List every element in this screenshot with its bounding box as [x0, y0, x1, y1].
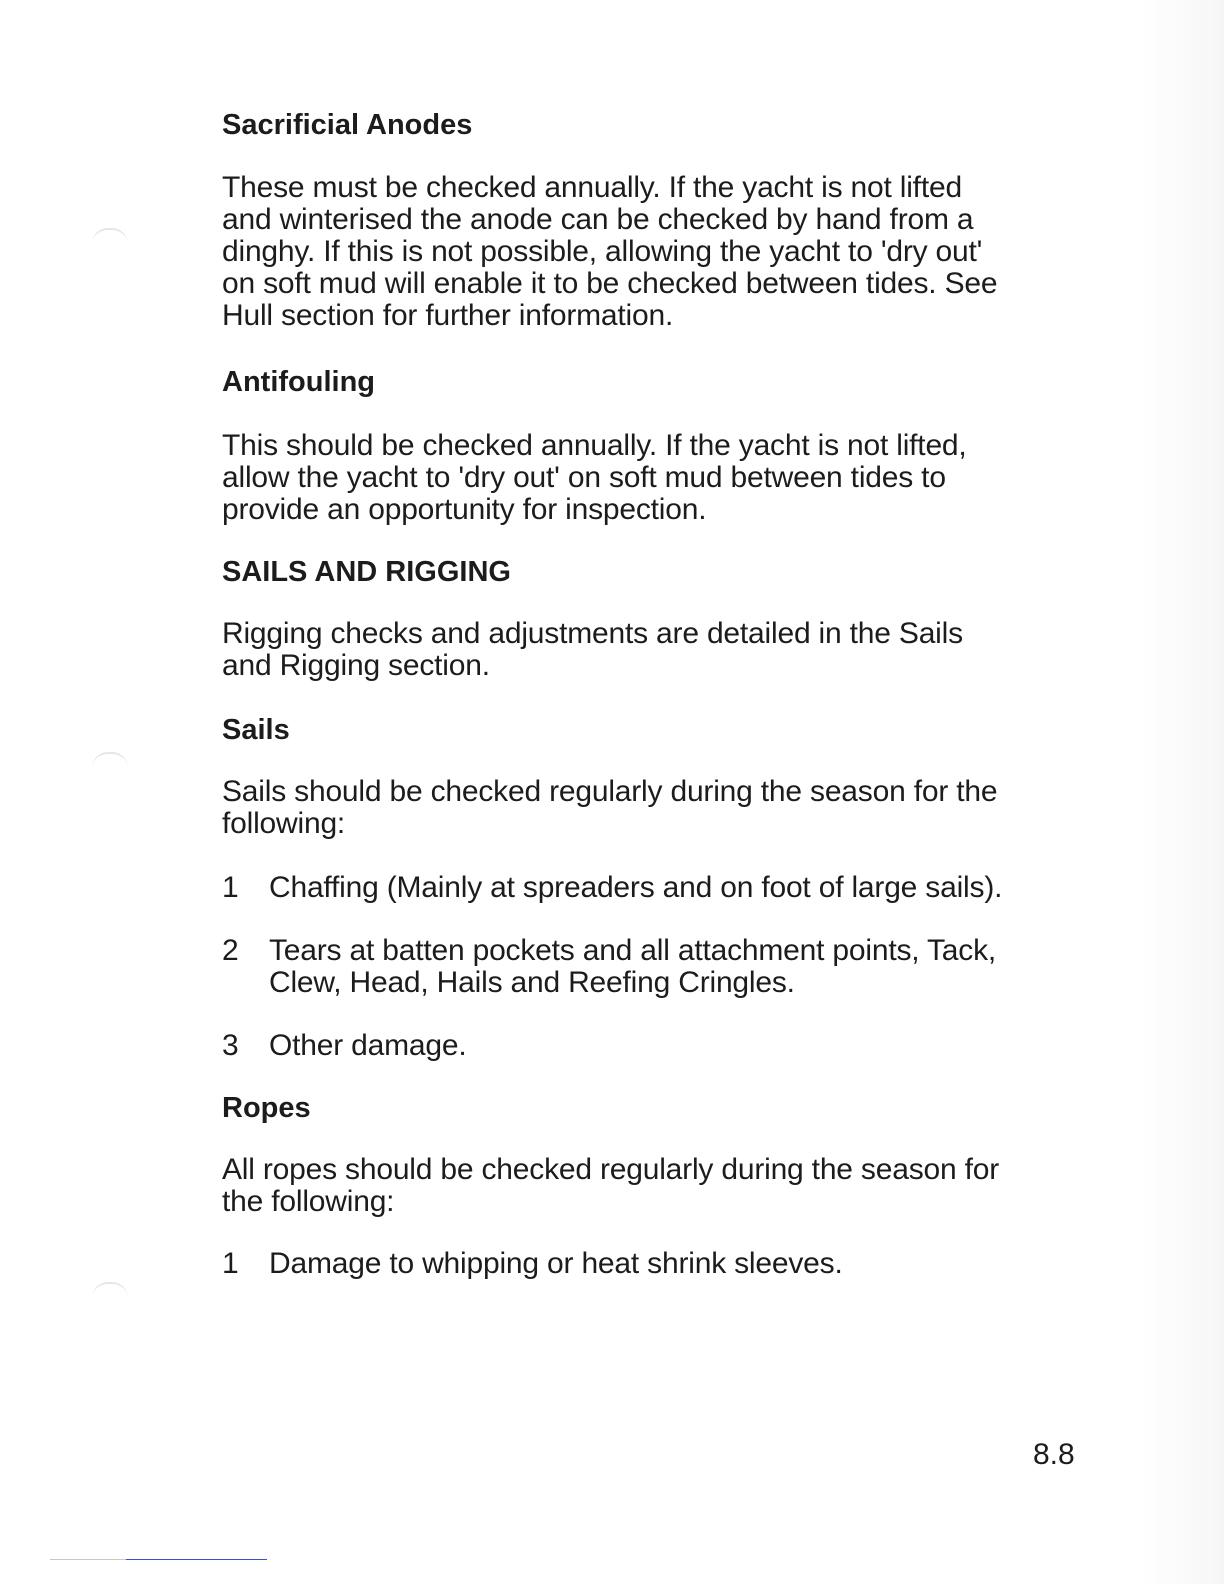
list-item-text [269, 1248, 843, 1280]
paragraph-antifouling [222, 430, 1082, 526]
paragraph-sails [222, 776, 1082, 840]
text-line: on soft mud will enable it to be checked between tides. See [222, 267, 998, 300]
text-line: Tears at batten pockets and all attachment points, Tack, [269, 934, 997, 967]
text-line: Rigging checks and adjustments are detailed in the Sails [222, 617, 963, 650]
text-line: following: [222, 807, 346, 840]
list-item-number: 3 [222, 1029, 239, 1062]
text-line: allow the yacht to 'dry out' on soft mud between tides to [222, 461, 946, 494]
text-line: Other damage. [269, 1029, 467, 1062]
text-line: and winterised the anode can be checked by hand from a [222, 203, 974, 236]
list-item-number: 1 [222, 1247, 239, 1280]
page-number: 8.8 [1033, 1438, 1075, 1471]
scan-artifact-line-gray [50, 1559, 126, 1560]
text-line: provide an opportunity for inspection. [222, 493, 707, 526]
list-item-text [269, 935, 996, 999]
list-item-number: 1 [222, 871, 239, 904]
text-line: and Rigging section. [222, 649, 490, 682]
heading-sails-and-rigging: SAILS AND RIGGING [222, 556, 511, 588]
text-line: Damage to whipping or heat shrink sleeves. [269, 1247, 843, 1280]
heading-sacrificial-anodes: Sacrificial Anodes [222, 109, 473, 141]
paragraph-ropes [222, 1154, 1082, 1218]
text-line: These must be checked annually. If the yacht is not lifted [222, 171, 962, 204]
text-line: Clew, Head, Hails and Reefing Cringles. [269, 966, 795, 999]
heading-sails: Sails [222, 714, 290, 746]
list-item-number: 2 [222, 934, 239, 967]
paragraph-sacrificial-anodes [222, 172, 1082, 332]
punch-hole-mark [92, 228, 128, 244]
heading-ropes: Ropes [222, 1092, 311, 1124]
text-line: Chaffing (Mainly at spreaders and on foot of large sails). [269, 871, 1003, 904]
heading-antifouling: Antifouling [222, 366, 376, 398]
list-item-text [269, 1030, 467, 1062]
text-line: the following: [222, 1185, 395, 1218]
paragraph-sails-and-rigging [222, 618, 1082, 682]
list-item-text [269, 872, 1002, 904]
text-line: Sails should be checked regularly during the season for the [222, 775, 998, 808]
text-line: Hull section for further information. [222, 299, 674, 332]
text-line: All ropes should be checked regularly during the season for [222, 1153, 1000, 1186]
punch-hole-mark [92, 752, 128, 768]
punch-hole-mark [92, 1282, 128, 1298]
scan-edge-shadow [1140, 0, 1224, 1584]
text-line: dinghy. If this is not possible, allowing the yacht to 'dry out' [222, 235, 983, 268]
scan-artifact-line-blue [126, 1559, 267, 1560]
text-line: This should be checked annually. If the yacht is not lifted, [222, 429, 967, 462]
